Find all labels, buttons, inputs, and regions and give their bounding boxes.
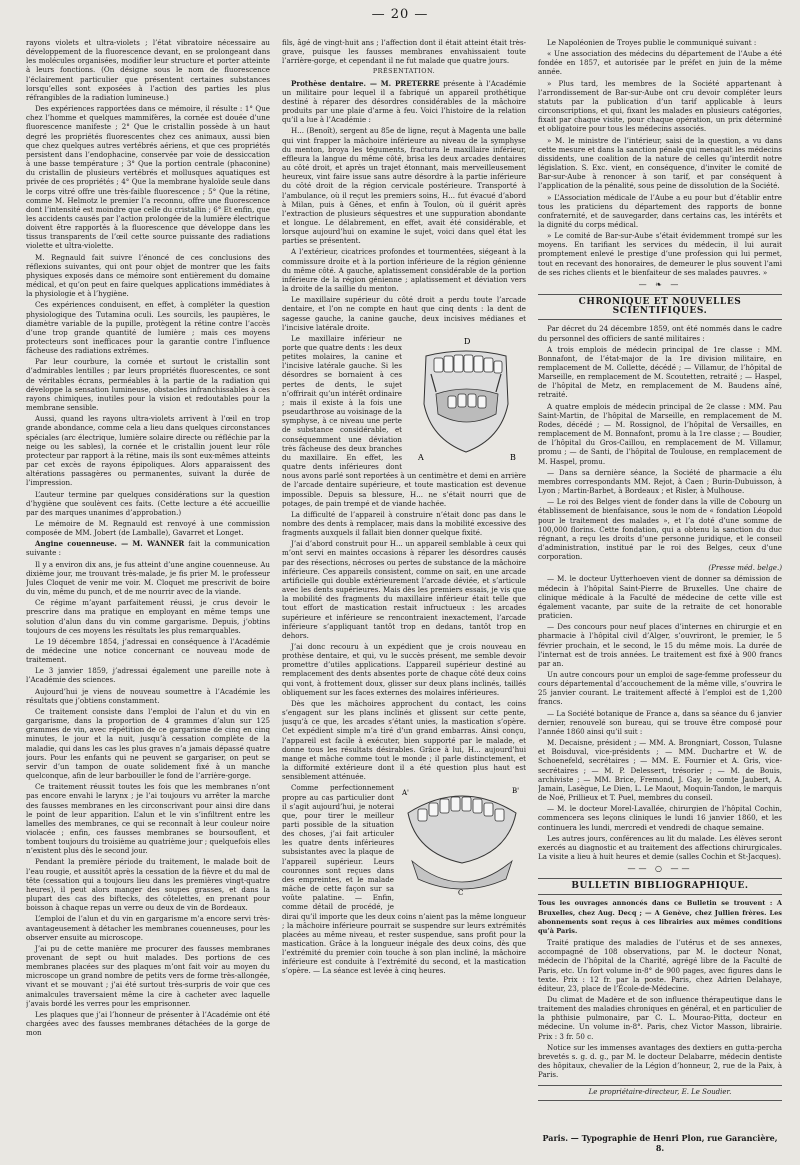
paragraph: Par décret du 24 décembre 1859, ont été nommés dans le cadre du personnel des officiers de santé militaires :	[538, 324, 782, 343]
paragraph: » M. le ministre de l’intérieur, saisi de la question, a vu dans cette mesure et dans la sanction pénale qui menaçait les médecins dissidents, une coalition de la nature de celles qu’interdit notre législation. S. Exc. vient, en conséquence, d’inviter le comité de Bar-sur-Aube à renoncer à son tarif, et par conséquent à l’application de la pénalité, sous peine de dissolution de la Société.	[538, 135, 782, 191]
paragraph: M. Decaisne, président ; — MM. A. Brongniart, Cosson, Tulasne et Boisduval, vice-présidents ; — MM. Duchartre et W. de Schoenefeld, secrétaires ; — MM. E. Fournier et A. Gris, vice-secrétaires ; — M. P. Delessert, trésorier ; — M. de Bouis, archiviste ; — MM. Brice, Fremond, J. Gay, le comte Jaubert, A. Jamain, Lasègue, Le Dien, L. Le Maout, Moquin-Tandon, le marquis de Noé, Prillieux et T. Puel, membres du conseil.	[538, 738, 782, 803]
paragraph: Le maxillaire supérieur du côté droit a perdu toute l’arcade dentaire, et l’on ne compte en haut que cinq dents : la dent de sagesse gauche, la canine gauche, deux incisives médianes et l’incisive latérale droite.	[282, 295, 526, 332]
paragraph: Les autres jours, conférences au lit du malade. Les élèves seront exercés au diagnostic et au traitement des affections chirurgicales. La visite a lieu à huit heures et demie (salles Cochin et St-Jacques).	[538, 833, 782, 861]
paragraph: A l’extérieur, cicatrices profondes et tourmentées, siégeant à la commissure droite et à la portion inférieure de la région génienne du même côté. A gauche, aplatissement considérable de la portion inférieure de la région génienne ; aplatissement et déviation vers la droite de la saillie du menton.	[282, 247, 526, 294]
paragraph: — M. le docteur Morel-Lavallée, chirurgien de l’hôpital Cochin, commencera ses leçons cliniques le lundi 16 janvier 1860, et les continuera les lundi, mercredi et vendredi de chaque semaine.	[538, 804, 782, 832]
paragraph: présente à l’Académie un militaire pour lequel il a fabriqué un appareil prothétique destiné à réparer des désordres considérables de la mâchoire produits par une plaie d’arme à feu. Voici l’histoire de la relation qu’il a lue à l’Académie :	[282, 78, 526, 125]
figure-label-a: A	[418, 452, 424, 462]
paragraph: Dès que les mâchoires approchent du contact, les coins s’engagent sur les plans inclinés et glissent sur cette pente, jusqu’à ce que, les arcades s’étant unies, la mastication s’opère. Cet expédient simple m’a tiré d’un grand embarras. Ainsi conçu, l’appareil est facile à exécuter, bien supporté par le malade, et donne tous les résultats désirables. Grâce à lui, H... aujourd’hui mange et mâche comme tout le monde ; il parle distinctement, et la difformité extérieure dont il a été question plus haut est sensiblement atténuée.	[282, 698, 526, 782]
bulletin-title: BULLETIN BIBLIOGRAPHIQUE.	[538, 878, 782, 895]
paragraph: Pendant la première période du traitement, le malade boit de l’eau rougie, et aussitôt après la cessation de la fièvre et du mal de tête (cessation qui a toujours lieu dans les premières vingt-quatre heures), il peut alors manger des soupes grasses, et dans la plupart des cas des biftecks, des côtelettes, en prenant pour boisson à chaque repas un verre ou deux de vin de Bordeaux.	[26, 857, 270, 913]
paragraph: L’emploi de l’alun et du vin en gargarisme m’a encore servi très-avantageusement à détacher les membranes couenneuses, pour les observer ensuite au microscope.	[26, 914, 270, 942]
paragraph: fils, âgé de vingt-huit ans ; l’affection dont il était atteint était très-grave, puisque les fausses membranes envahissaient toute l’arrière-gorge, et cependant il ne fut malade que quatre jours.	[282, 38, 526, 66]
paragraph: J’ai d’abord construit pour H... un appareil semblable à ceux qui m’ont servi en maintes occasions à réparer les désordres causés par des résections, nécroses ou pertes de substance de la mâchoire inférieure. Ces appareils consistent, comme on sait, en une arcade artificielle qui double extérieurement l’arcade déviée, et s’articule avec les dents supérieures. Mais dès les premiers essais, je vis que la mobilité des fragments du maxillaire inférieur était telle que tout effort de mastication restait infructueux : les arcades supérieure et inférieure se rencontraient inexactement, l’arcade inférieure s’appliquant tantôt trop en dedans, tantôt trop en dehors.	[282, 539, 526, 640]
paragraph: Ce traitement réussit toutes les fois que les membranes n’ont pas encore envahi le larynx ; je l’ai toujours vu arrêter la marche des fausses membranes en les circonscrivant pour ainsi dire dans le point de leur apparition. L’alun et le vin s’infiltrent entre les lamelles des membranes, ce qui se reconnaît à leur couleur noire violacée ; enfin, ces fausses membranes se boursouflent, et tombent toujours du troisième au quatrième jour ; quelquefois elles n’existent plus dès le second jour.	[26, 782, 270, 856]
jaw-figure-side	[398, 783, 526, 903]
columns	[26, 38, 782, 1129]
paragraph: J’ai pu de cette manière me procurer des fausses membranes provenant de sept ou huit malades. Des portions de ces membranes placées sur des plaques m’ont fait voir au moyen du microscope un grand nombre de petits vers de forme très-allongée, vivant et se mouvant ; j’ai été surtout très-surpris de voir que ces animalcules traversaient même la cire à cacheter avec laquelle j’avais bordé les verres pour les emprisonner.	[26, 943, 270, 1008]
paragraph: J’ai donc recouru à un expédient que je crois nouveau en prothèse dentaire, et qui, vu le succès présent, me semble devoir promettre d’utiles applications. L’appareil supérieur destiné au remplacement des dents absentes porte de chaque côté deux coins qui vont, à frottement doux, glisser sur deux plans inclinés, taillés obliquement sur les faces externes des molaires inférieures.	[282, 642, 526, 697]
paragraph: L’auteur termine par quelques considérations sur la question d’hygiène que soulèvent ces faits. (Cette lecture a été accueillie par des marques unanimes d’approbation.)	[26, 489, 270, 517]
page-number: — 20 —	[371, 7, 429, 22]
paragraph: « Une association des médecins du département de l’Aube a été fondée en 1857, et autorisée par le préfet en juin de la même année.	[538, 49, 782, 77]
figure-label-d: D	[464, 336, 471, 346]
section-heading-presentation: PRÉSENTATION.	[372, 67, 436, 76]
paragraph: » L’Association médicale de l’Aube a eu pour but d’établir entre tous les praticiens du département des rapports de bonne confraternité, et de sauvegarder, dans certains cas, les intérêts et la dignité du corps médical.	[538, 192, 782, 229]
paragraph: Traité pratique des maladies de l’utérus et de ses annexes, accompagné de 108 observations, par M. le docteur Nonat, médecin de l’hôpital de la Charité, agrégé libre de la Faculté de Paris, etc. Un fort volume in-8° de 900 pages, avec figures dans le texte. Prix : 12 fr. par la poste. Paris, chez Adrien Delahaye, éditeur, 23, place de l’École-de-Médecine.	[538, 938, 782, 993]
paragraph: rayons violets et ultra-violets ; l’état vibratoire nécessaire au développement de la fluorescence devant, en se prolongeant dans les molécules organisées, modifier leur structure et porter atteinte à leurs fonctions. (On désigne sous le nom de fluorescence l’éclairement particulier que présentent certaines substances lorsqu’elles sont exposées à l’action des parties les plus réfrangibles de la radiation lumineuse.)	[26, 38, 270, 102]
lower-appliance	[412, 861, 512, 889]
paragraph: Le 19 décembre 1854, j’adressai en conséquence à l’Académie de médecine une notice concernant ce nouveau mode de traitement.	[26, 636, 270, 665]
paragraph: Tous les ouvrages annoncés dans ce Bulletin se trouvent : A Bruxelles, chez Aug. Decq ; — A Genève, chez Jullien frères. Les abonnements sont reçus à ces librairies aux mêmes conditions qu’à Paris.	[538, 899, 782, 935]
article-heading: Angine couenneuse. — M. WANNER	[35, 539, 185, 549]
chronique-title: CHRONIQUE ET NOUVELLES SCIENTIFIQUES.	[538, 294, 782, 320]
paragraph: H... (Benoît), sergent au 85e de ligne, reçut à Magenta une balle qui vint frapper la mâchoire inférieure au niveau de la symphyse du menton, broya les téguments, fractura le maxillaire inférieur, effleura la langue du même côté, brisa les deux arcades dentaires au côté droit, et après un trajet étonnant, mais merveilleusement heureux, vint faire issue sans autre désordre à la partie inférieure du côté droit de la région cervicale postérieure. Transporté à l’ambulance, où il reçut les premiers soins, H... fut évacué d’abord à Milan, puis à Gênes, et enfin à Toulon, où il guérit après l’extraction de plusieurs séquestres et une suppuration abondante et longue. Le délabrement, en effet, avait été considérable, et lorsque aujourd’hui on examine le sujet, voici dans quel état les parties se présentent.	[282, 126, 526, 246]
upper-teeth	[434, 355, 502, 373]
printer-footer: Paris. — Typographie de Henri Plon, rue Garancière, 8.	[542, 1133, 778, 1153]
paragraph: Notice sur les immenses avantages des dextiers en gutta-percha brevetés s. g. d. g., par M. le docteur Delabarre, médecin dentiste des hôpitaux, chevalier de la Légion d’honneur, 2, rue de la Paix, à Paris.	[538, 1042, 782, 1080]
article-intro: fait la communication suivante :	[26, 539, 270, 558]
paragraph: Comme perfectionnement propre au cas particulier dont il s’agit aujourd’hui, je noterai que, pour tirer le meilleur parti possible de la situation des choses, j’ai fait articuler les quatre dents inférieures subsistantes avec la plaque de l’appareil supérieur. Leurs couronnes sont reçues dans des empreintes, et le malade mâche de cette façon sur sa voûte palatine. — Enfin, comme détail de procédé, je dirai qu’il importe que les deux coins n’aient pas la même longueur ; la mâchoire inférieure pourrait se suspendre sur leurs extrémités placées au même niveau, et rester suspendue, sans profit pour la mastication. Grâce à la longueur inégale des deux coins, dès que l’extrémité du premier coin touche à son plan incliné, la mâchoire inférieure est conduite à l’extrémité du second, et la mastication s’opère. — La séance est levée à cinq heures.	[282, 783, 526, 976]
paragraph: Un autre concours pour un emploi de sage-femme professeur du cours départemental d’accouchement de la même ville, s’ouvrira le 25 janvier courant. Le traitement affecté à l’emploi est de 1,200 francs.	[538, 670, 782, 707]
paragraph: Du climat de Madère et de son influence thérapeutique dans le traitement des maladies chroniques en général, et en particulier de la phthisie pulmonaire, par C. L. Mourao-Pitta, docteur en médecine. Un volume in-8°. Paris, chez Victor Masson, librairie. Prix : 3 fr. 50 c.	[538, 995, 782, 1041]
paragraph: Le 3 janvier 1859, j’adressai également une pareille note à l’Académie des sciences.	[26, 666, 270, 685]
figure-label-small-b: B'	[512, 787, 520, 796]
paragraph: Le Napoléonien de Troyes publie le communiqué suivant :	[547, 38, 757, 47]
column-1	[26, 38, 270, 1129]
signature: Le propriétaire-directeur, E. Le Soudier.	[538, 1085, 782, 1100]
paragraph: Ce régime m’ayant parfaitement réussi, je crus devoir le prescrire dans ma pratique en employant en même temps une solution d’alun dans du vin comme gargarisme. Depuis, j’obtins toujours de ces moyens les résultats les plus remarquables.	[26, 598, 270, 635]
paragraph: Par leur courbure, la cornée et surtout le cristallin sont d’admirables lentilles ; par leurs propriétés fluorescentes, ce sont de véritables écrans, perméables à la partie de la radiation qui développe la sensation lumineuse, obstacles infranchissables à ces rayons chimiques, inutiles pour la vision et redoutables pour la membrane sensible.	[26, 357, 270, 413]
paragraph: Le maxillaire inférieur ne porte que quatre dents : les deux petites molaires, la canine et l’incisive latérale gauche. Si les désordres se bornaient à ces pertes de dents, le sujet n’offrirait qu’un intérêt ordinaire ; mais il existe à la fois une pseudarthrose au voisinage de la symphyse, à ce niveau une perte de substance considérable, et conséquemment une déviation très fâcheuse des deux branches du maxillaire. En effet, les quatre dents inférieures dont nous avons parlé sont reportées à un centimètre et demi en arrière de l’arcade dentaire supérieure, et toute mastication est devenue impossible. Depuis sa blessure, H... ne s’était nourri que de potages, de pain trempé et de viande hachée.	[282, 333, 526, 508]
paragraph: — Des concours pour neuf places d’internes en chirurgie et en pharmacie à l’hôpital civil d’Alger, s’ouvriront, le premier, le 5 février prochain, et le second, le 15 du même mois. La durée de l’internat est de trois années. Le traitement est fixé à 900 francs par an.	[538, 622, 782, 668]
article-heading: Prothèse dentaire. — M. PRETERRE	[291, 78, 440, 88]
article-prothese	[282, 79, 526, 125]
paragraph: Aussi, quand les rayons ultra-violets arrivent à l’œil en trop grande abondance, comme cela a lieu dans quelques circonstances spéciales (arc électrique, lumière solaire directe ou réfléchie par la neige ou les sables), la cornée et le cristallin jouent leur rôle protecteur par rapport à la rétine, mais ils sont eux-mêmes atteints par cet excès de rayons épipoliques. Alors apparaissent des altérations passagères ou permanentes, suivant la durée de l’impression.	[26, 414, 270, 488]
paragraph: — M. le docteur Uytterhoeven vient de donner sa démission de médecin à l’hôpital Saint-Pierre de Bruxelles. Une chaire de clinique médicale à la Faculté de médecine de cette ville est également vacante, par suite de la retraite de cet honorable praticien.	[538, 574, 782, 621]
column-2	[282, 38, 526, 1129]
figure-label-small-c: C	[458, 889, 464, 898]
paragraph: Aujourd’hui je viens de nouveau soumettre à l’Académie les résultats que j’obtiens constamment.	[26, 686, 270, 705]
paragraph: — Le roi des Belges vient de fonder dans la ville de Cobourg un établissement de bienfaisance, sous le nom de « fondation Léopold pour le traitement des malades », et l’a doté d’une somme de 100,000 florins. Cette fondation, qui a obtenu la sanction du duc régnant, a reçu les droits d’une personne juridique, et le conseil d’administration, institué par le roi des Belges, ceux d’une corporation.	[538, 497, 782, 562]
paragraph: Des expériences rapportées dans ce mémoire, il résulte : 1° Que chez l’homme et quelques mammifères, la cornée est douée d’une fluorescence manifeste ; 2° Que le cristallin possède à un haut degré les propriétés fluorescentes chez ces animaux, aussi bien que chez quelques autres vertébrés aériens, et que ces propriétés persistent dans l’endophacine, conservée par voie de dessiccation à une basse température ; 3° Que la portion centrale (phaconine) du cristallin de plusieurs vertébrés et mollusques aquatiques est privée de ces propriétés ; 4° Que la membrane hyaloïde seule dans le corps vitré offre une très-faible fluorescence ; 5° Que la rétine, comme M. Helmotz le premier l’a reconnu, offre une fluorescence dont l’intensité est moindre que celle du cristallin ; 6° Et enfin, que les accidents causés par l’action prolongée de la lumière électrique doivent être rapportés à la fluorescence que développe dans les tissus transparents de l’œil cette source puissante des radiations violette et ultra-violette.	[26, 104, 270, 251]
jaw-figure-front	[406, 334, 526, 464]
figure-label-b: B	[510, 452, 516, 462]
paragraph: Ce traitement consiste dans l’emploi de l’alun et du vin en gargarisme, dans la proportion de 4 grammes d’alun sur 125 grammes de vin, avec répétition de ce gargarisme de cinq en cinq minutes, le jour et la nuit, jusqu’à cessation complète de la maladie, qui dans les cas les plus graves n’a jamais dépassé quatre jours. Pour les enfants qui ne peuvent se gargariser, on peut se servir d’un tampon de ouate solidement fixé à un manche quelconque, afin de leur barbouiller le fond de l’arrière-gorge.	[26, 706, 270, 781]
paragraph: — Dans sa dernière séance, la Société de pharmacie a élu membres correspondants MM. Rejot, à Caen ; Burin-Dubuisson, à Lyon ; Martin-Barbet, à Bordeaux ; et Risler, à Mulhouse.	[538, 467, 782, 496]
paragraph: » Le comité de Bar-sur-Aube s’était évidemment trompé sur les moyens. En tarifiant les services du médecin, il lui aurait promptement enlevé le prestige d’une profession qui lui permet, tout en recevant des honoraires, de demeurer le plus souvent l’ami de ses riches clients et le bienfaiteur de ses malades pauvres. »	[538, 231, 782, 277]
ornament-divider: — ❧ —	[638, 279, 682, 289]
article-angine	[26, 539, 270, 557]
paragraph: Ces expériences conduisent, en effet, à compléter la question physiologique des Tutamina oculi. Les sourcils, les paupières, le diamètre variable de la pupille, protègent la rétine contre l’accès d’une trop grande quantité de lumière ; mais ces moyens protecteurs sont inefficaces pour la garantie contre l’influence fâcheuse des radiations extrêmes.	[26, 300, 270, 356]
paragraph: » Plus tard, les membres de la Société appartenant à l’arrondissement de Bar-sur-Aube ont cru devoir compléter leurs statuts par la publication d’un tarif applicable à leurs circonscriptions, et qui, fixant les malades en plusieurs catégories, fixait par chaque visite, pour chaque opération, un prix déterminé et obligatoire pour tous les médecins associés.	[538, 78, 782, 134]
figure-label-small-a: A'	[402, 789, 409, 798]
paragraph: La difficulté de l’appareil à construire n’était donc pas dans le nombre des dents à remplacer, mais dans la mobilité excessive des fragments auxquels il fallait bien donner quelque fixité.	[282, 509, 526, 538]
paragraph: M. Regnauld fait suivre l’énoncé de ces conclusions des réflexions suivantes, qui ont pour objet de montrer que les faits physiques exposés dans ce mémoire sont entièrement du domaine médical, et qu’on peut en faire quelques applications immédiates à la physiologie et à l’hygiène.	[26, 252, 270, 299]
ornament-divider: —— ○ ——	[627, 864, 693, 874]
lower-plate	[436, 389, 498, 422]
paragraph: — La Société botanique de France a, dans sa séance du 6 janvier dernier, renouvelé son bureau, qui se trouve être composé pour l’année 1860 ainsi qu’il suit :	[538, 708, 782, 736]
paragraph: Le mémoire de M. Regnauld est renvoyé à une commission composée de MM. Jobert (de Lamballe), Gavarret et Longet.	[26, 518, 270, 538]
paragraph: A quatre emplois de médecin principal de 2e classe : MM. Pau Saint-Martin, de l’hôpital de Marseille, en remplacement de M. Rodes, décédé ; — M. Rossignol, de l’hôpital de Versailles, en remplacement de M. Bonnafont, promu à la 1re classe ; — Boudier, de l’hôpital du Gros-Caillou, en remplacement de M. Villamur, promu ; — de Santi, de l’hôpital de Toulouse, en remplacement de M. Haspel, promu.	[538, 401, 782, 466]
paragraph: Les plaques que j’ai l’honneur de présenter à l’Académie ont été chargées avec des fausses membranes détachées de la gorge de mon	[26, 1009, 270, 1038]
paragraph: A trois emplois de médecin principal de 1re classe : MM. Bonnafont, de l’état-major de la 1re division militaire, en remplacement de M. Collette, décédé ; — Villamur, de l’hôpital de Marseille, en remplacement de M. Scoutetten, retraité ; — Haspel, de l’hôpital de Metz, en remplacement de M. Baudens aîné, retraité.	[538, 344, 782, 400]
paragraph: Il y a environ dix ans, je fus atteint d’une angine couenneuse. Au dixième jour, me trouvant très-malade, je fis prier M. le professeur Jules Cloquet de venir me voir. M. Cloquet me prescrivit de boire du vin, même du punch, et de me nourrir avec de la viande.	[26, 559, 270, 597]
source-citation: (Presse méd. belge.)	[708, 563, 782, 573]
column-3	[538, 38, 782, 1129]
